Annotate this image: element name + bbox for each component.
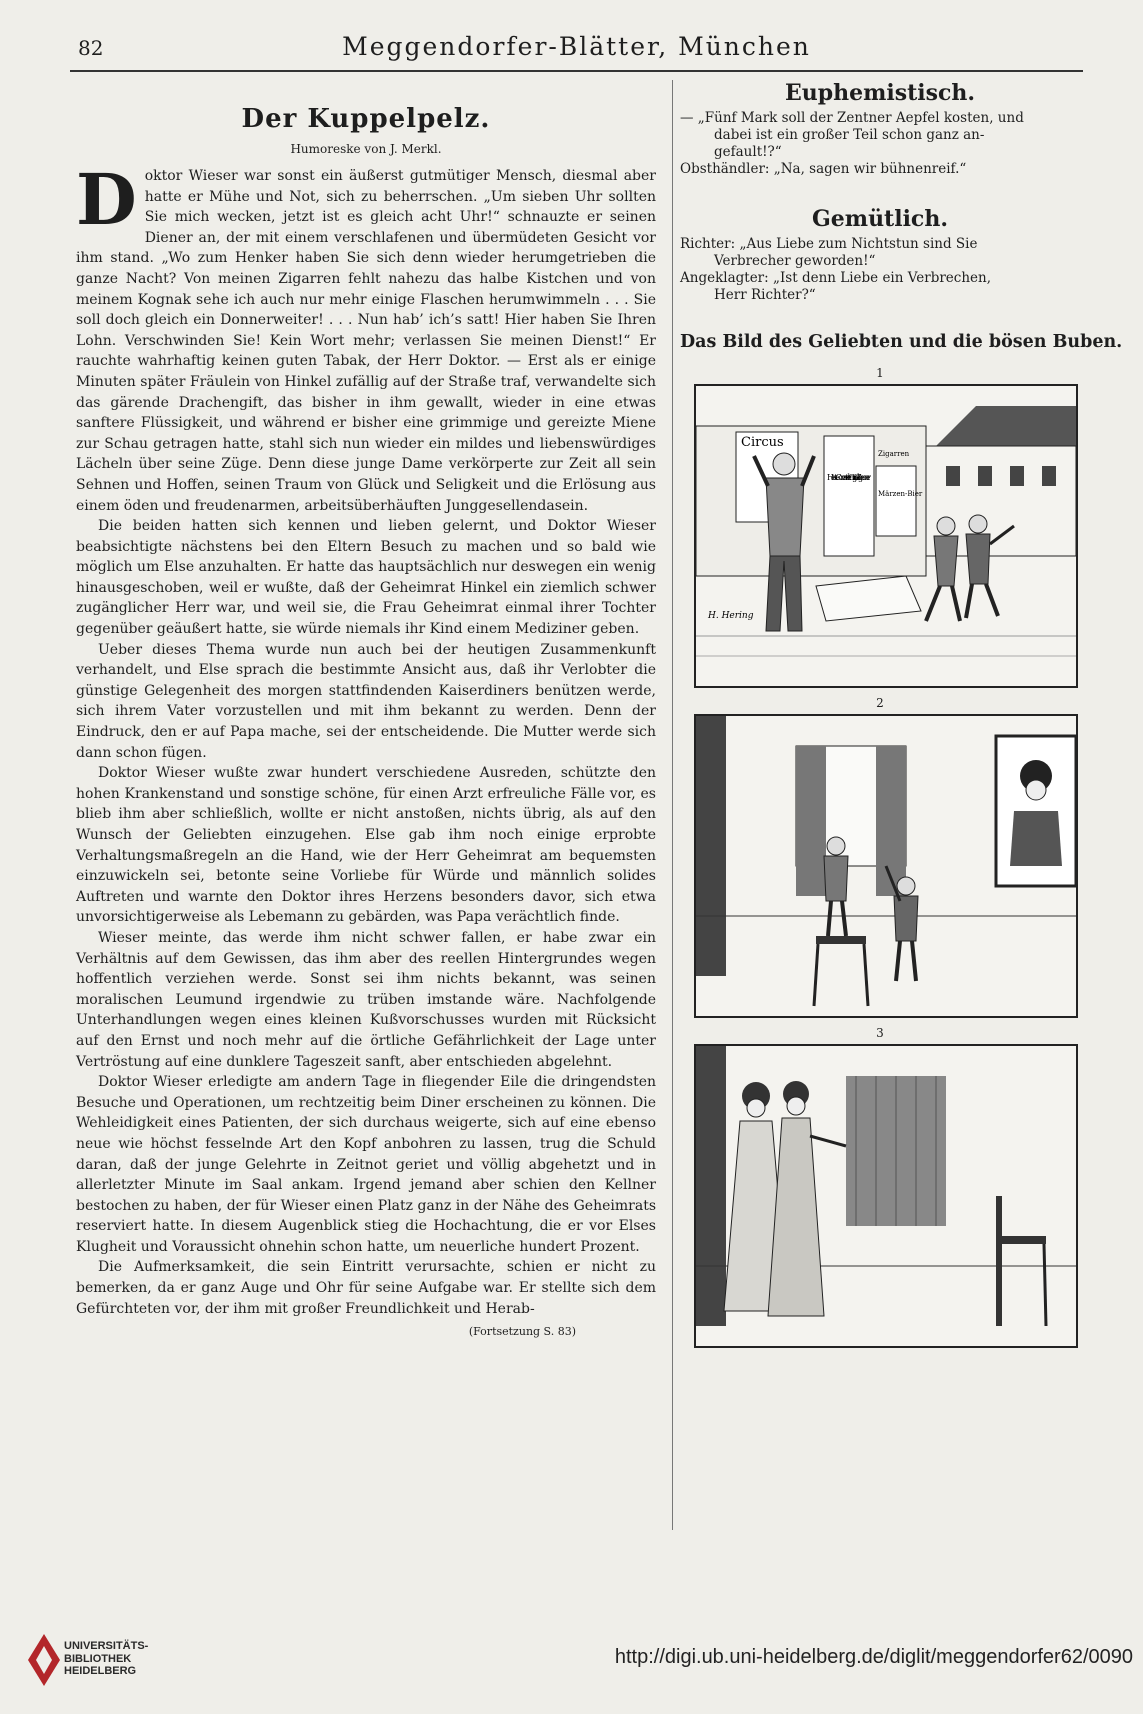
article-paragraph: Wieser meinte, das werde ihm nicht schwer fallen, er habe zwar ein Verhältnis auf dem Gewissen, das ihm aber des reellen Hintergrundes wegen hoffentlich verziehen werde. Sonst sei ihm nichts bekannt, was seinen moralischen Leumund irgendwie zu trüben imstande wäre. Nachfolgende Unterhandlungen wegen eines kleinen Kußvorschusses wurden mit Rücksicht auf den Ernst und noch mehr auf die örtliche Gefährlichkeit der Lage unter Vertröstung auf eine dunklere Tageszeit sanft, aber entschieden abgelehnt. bbox=[76, 929, 656, 1070]
article-paragraph: Ueber dieses Thema wurde nun auch bei der heutigen Zusammenkunft verhandelt, und Else sprach die bestimmte Ansicht aus, daß ihr Verlobter die günstige Gelegenheit des morgen stattfindenden Kaiserdiners benützen werde, sich ihrem Vater vorzustellen und mit ihm bekannt zu werden. Denn der Eindruck, den er auf Papa mache, sei der entscheidende. Die Mutter werde sich dann schon fügen. bbox=[76, 641, 656, 761]
joke-line: — „Fünf Mark soll der Zentner Aepfel kosten, und bbox=[680, 110, 1024, 126]
joke-line: Richter: „Aus Liebe zum Nichtstun sind Sie bbox=[680, 236, 978, 252]
joke-title: Euphemistisch. bbox=[784, 80, 976, 106]
library-name: UNIVERSITÄTS- BIBLIOTHEK HEIDELBERG bbox=[64, 1640, 149, 1677]
poster-zigarren: Zigarren bbox=[878, 450, 910, 458]
poster-concert: Heute Conzert der Original-Zigeuner bbox=[827, 473, 871, 482]
panel-number: 3 bbox=[876, 1026, 884, 1040]
street-scene-illustration bbox=[696, 386, 1076, 686]
joke-line: dabei ist ein großer Teil schon ganz an- bbox=[714, 127, 985, 143]
source-url-link[interactable]: http://digi.ub.uni-heidelberg.de/diglit/meggendorfer62/0090 bbox=[614, 1646, 1133, 1668]
article-paragraph: Doktor Wieser wußte zwar hundert verschiedene Ausreden, schützte den hohen Krankenstand und sonstige schöne, für einen Arzt erfreuliche Fälle vor, es blieb ihm aber schließlich, wollte er nicht anstoßen, nichts übrig, als auf den Wunsch der Geliebten einzugehen. Else gab ihm noch einige erprobte Verhaltungsmaßregeln an die Hand, wie der Herr Geheimrat am bequemsten einzuwickeln sei, betonte seine Vorliebe für Würde und männlich solides Auftreten und warnte den Doktor ihres Herzens besonders davor, sich etwa unvorsichtigerweise als Lebemann zu gebärden, was Papa verächtlich finde. bbox=[76, 765, 656, 926]
comic-panel-3 bbox=[694, 1044, 1078, 1348]
joke-euphemistisch bbox=[680, 80, 1080, 178]
article-body bbox=[76, 158, 656, 1319]
drop-cap: D bbox=[76, 158, 137, 241]
article-byline: Humoreske von J. Merkl. bbox=[290, 142, 442, 156]
joke-line: gefault!?“ bbox=[714, 144, 782, 160]
page-header bbox=[70, 28, 1083, 68]
article-paragraph: Doktor Wieser war sonst ein äußerst gutmütiger Mensch, diesmal aber hatte er Mühe und Not, sich zu beherrschen. „Um sieben Uhr sollten Sie mich wecken, jetzt ist es gleich acht Uhr!“ schnauzte er seinen Diener an, der mit einem verschlafenen und übermüdeten Gesicht vor ihm stand. „Wo zum Henker haben Sie sich denn wieder herumgetrieben die ganze Nacht? Von meinen Zigarren fehlt nahezu das halbe Kistchen und von meinem Kognak sehe ich auch nur mehr einige Flaschen herumwimmeln . . . Sie soll doch gleich ein Donnerweiter! . . . Nun hab’ ich’s satt! Hier haben Sie Ihren Lohn. Verschwinden Sie! Kein Wort mehr; verlassen Sie meinen Dienst!“ Er rauchte wahrhaftig keinen guten Tabak, der Herr Doktor. — Erst als er einige Minuten später Fräulein von Hinkel zufällig auf der Straße traf, verwandelte sich das gärende Drachengift, das bisher in ihm gewallt, wieder in eine etwas sanftere Flüssigkeit, und während er bisher eine grimmige und gereizte Miene zur Schau getragen hatte, stahl sich nun wieder ein mildes und liebenswürdiges Lächeln über seine Züge. Denn diese junge Dame verkörperte zur Zeit all sein Sehnen und Hoffen, seinen Traum von Glück und Seligkeit und die Erlösung aus einem öden und freudenarmen, arbeitsüberhäuften Junggesellendasein. bbox=[76, 158, 656, 514]
artist-signature: H. Hering bbox=[708, 611, 754, 621]
article-title: Der Kuppelpelz. bbox=[241, 104, 491, 134]
side-column bbox=[680, 80, 1123, 1356]
comic-panel-2 bbox=[694, 714, 1078, 1018]
library-logo-icon bbox=[24, 1630, 64, 1690]
joke-line: Verbrecher geworden!“ bbox=[714, 253, 876, 269]
ladies-scene-illustration bbox=[696, 1046, 1076, 1346]
interior-scene-illustration bbox=[696, 716, 1076, 1016]
article-paragraph: Doktor Wieser erledigte am andern Tage in fliegender Eile die dringendsten Besuche und Operationen, um rechtzeitig beim Diner erscheinen zu können. Die Wehleidigkeit eines Patienten, der sich durchaus weigerte, sich auf eine ebenso neue wie höchst fesselnde Art den Kopf anbohren zu lassen, trug die Schuld daran, daß der junge Gelehrte in Zeitnot geriet und völlig abgehetzt und in allerletzter Minute im Saal ankam. Irgend jemand aber schien den Kellner bestochen zu haben, der für Wieser einen Platz ganz in der Nähe des Geheimrats reserviert hatte. In diesem Augenblick stieg die Hochachtung, die er vor Elses Klugheit und Voraussicht ohnehin schon hatte, um neuerliche hundert Prozent. bbox=[76, 1074, 656, 1255]
article-column bbox=[76, 104, 656, 1338]
joke-title: Gemütlich. bbox=[812, 206, 948, 232]
joke-gemuetlich bbox=[680, 206, 1080, 304]
poster-circus: Circus bbox=[741, 435, 784, 450]
panel-number: 2 bbox=[876, 696, 884, 710]
column-divider bbox=[672, 80, 673, 1530]
panel-number: 1 bbox=[876, 366, 884, 380]
page-number: 82 bbox=[78, 36, 104, 60]
continued-note: (Fortsetzung S. 83) bbox=[468, 1325, 576, 1339]
article-paragraph: Die beiden hatten sich kennen und lieben gelernt, und Doktor Wieser beabsichtigte nächstens bei den Eltern Besuch zu machen und so bald wie möglich um Else anzuhalten. Er hatte das hauptsächlich nur deswegen ein wenig hinausgeschoben, weil er wußte, daß der Geheimrat Hinkel ein ziemlich schwer zugänglicher Herr war, und weil sie, die Frau Geheimrat einmal ihrer Tochter gegenüber geäußert hatte, sie würde niemals ihr Kind einem Mediziner geben. bbox=[76, 518, 656, 638]
comic-panel-1 bbox=[694, 384, 1078, 688]
header-rule bbox=[70, 70, 1083, 72]
joke-line: Angeklagter: „Ist denn Liebe ein Verbrechen, bbox=[680, 270, 992, 286]
joke-line: Obsthändler: „Na, sagen wir bühnenreif.“ bbox=[680, 161, 967, 177]
article-paragraph: Die Aufmerksamkeit, die sein Eintritt verursachte, schien er nicht zu bemerken, da er ganz Auge und Ohr für seine Aufgabe war. Er stellte sich dem Gefürchteten vor, der ihm mit großer Freundlichkeit und Herab- bbox=[76, 1259, 656, 1317]
running-title: Meggendorfer-Blätter, München bbox=[342, 32, 811, 61]
joke-line: Herr Richter?“ bbox=[714, 287, 816, 303]
poster-beer: Märzen-Bier bbox=[878, 490, 923, 498]
comic-title: Das Bild des Geliebten und die bösen Buben. bbox=[680, 332, 1123, 352]
